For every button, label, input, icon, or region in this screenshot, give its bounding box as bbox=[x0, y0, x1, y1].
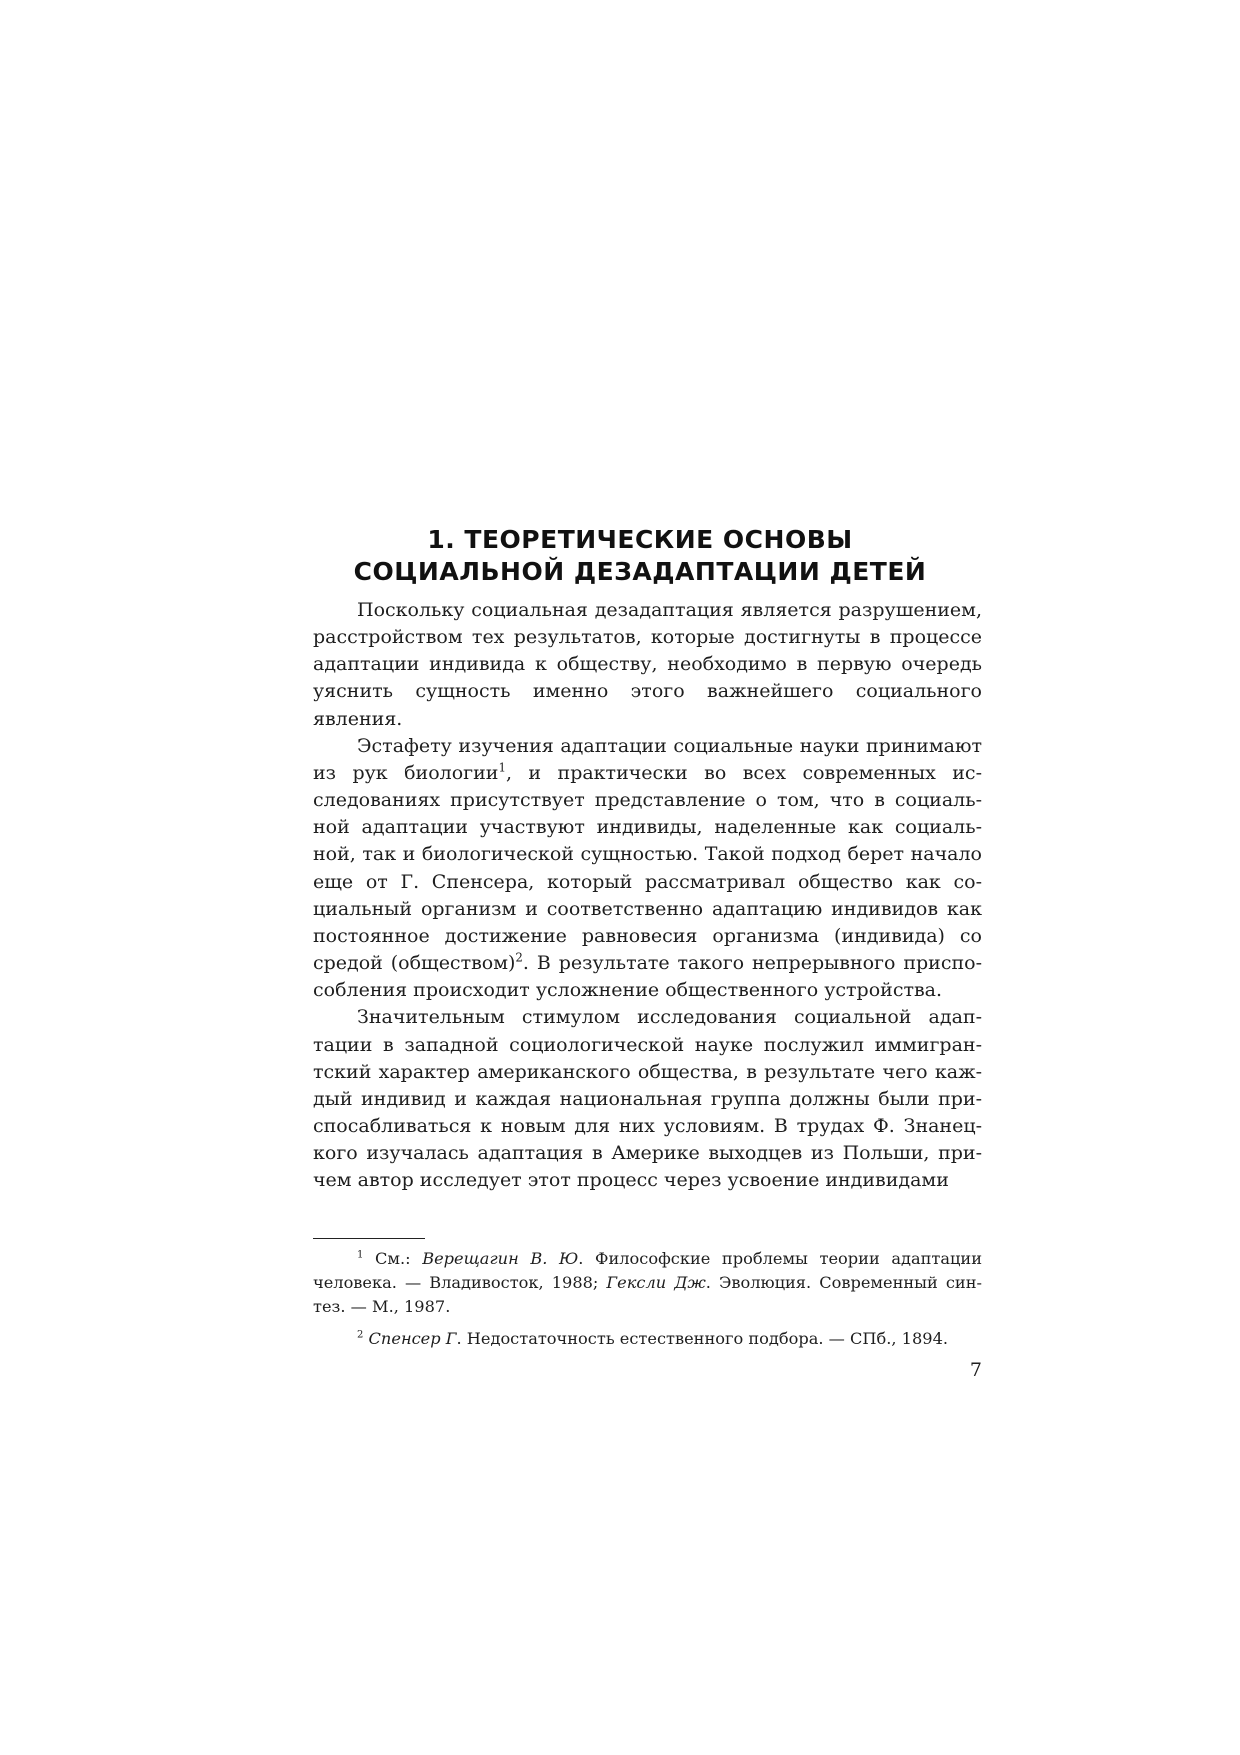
paragraph-2-part-3: . В результате такого непрерывного приспособления происходит усложнение общественного устройства. bbox=[313, 952, 982, 1002]
footnotes bbox=[313, 1247, 982, 1351]
paragraph-1: Поскольку социальная дезадаптация является разрушением, расстройством тех результатов, которые достигнуты в процессе адаптации индивида к обществу, необходимо в первую очередь уяснить сущность именно этого важнейшего социального явления. bbox=[313, 599, 982, 730]
paragraph-2-part-1: Эстафету изучения адаптации социальные науки принимают из рук биологии bbox=[313, 734, 982, 784]
footnote-1-author-2: Гексли Дж bbox=[606, 1273, 706, 1292]
footnote-1 bbox=[313, 1247, 982, 1319]
footnote-1-work-2: . Эволюция. Современный синтез. — М., 1987. bbox=[313, 1273, 982, 1316]
footnote-1-marker: 1 bbox=[357, 1249, 364, 1261]
footnote-2 bbox=[313, 1327, 982, 1351]
footnote-2-work-1: . Недостаточность естественного подбора. — СПб., 1894. bbox=[456, 1329, 949, 1348]
page-number: 7 bbox=[969, 1359, 982, 1381]
footnote-ref-2: 2 bbox=[515, 950, 523, 965]
footnote-1-author-1: Верещагин В. Ю bbox=[422, 1249, 579, 1268]
footnote-ref-1: 1 bbox=[498, 760, 506, 775]
footnote-2-marker: 2 bbox=[357, 1329, 364, 1341]
footnote-1-work-1: . Философские проблемы теории адаптации человека. — Владивосток, 1988; bbox=[313, 1249, 982, 1292]
paragraph-3: Значительным стимулом исследования социальной адаптации в западной социологической науке послужил иммигрантский характер американского общества, в результате чего каждый индивид и каждая национальная группа должны были приспосабливаться к новым для них условиям. В трудах Ф. Знанецкого изучалась адаптация в Америке выходцев из Польши, причем автор исследует этот процесс через усвоение индивидами bbox=[313, 1006, 982, 1192]
footnote-1-prefix: См.: bbox=[375, 1249, 423, 1268]
footnote-separator bbox=[313, 1238, 425, 1239]
paragraph-2-part-2: , и практически во всех современных исследованиях присутствует представление о том, что в социальной адаптации участвуют индивиды, наделенные как социальной, так и биологической сущностью. Такой подход берет начало еще от Г. Спенсера, который рассматривал общество как социальный организм и соответственно адаптацию индивидов как постоянное достижение равновесия организма (индивида) со средой (обществом) bbox=[313, 761, 982, 975]
chapter-heading bbox=[300, 524, 980, 588]
footnote-2-author-1: Спенсер Г bbox=[368, 1329, 457, 1348]
paragraph-2 bbox=[313, 733, 982, 1005]
chapter-heading-line-1: 1. ТЕОРЕТИЧЕСКИЕ ОСНОВЫ bbox=[427, 525, 853, 554]
chapter-heading-line-2: СОЦИАЛЬНОЙ ДЕЗАДАПТАЦИИ ДЕТЕЙ bbox=[353, 557, 927, 586]
body-text bbox=[313, 597, 982, 1194]
